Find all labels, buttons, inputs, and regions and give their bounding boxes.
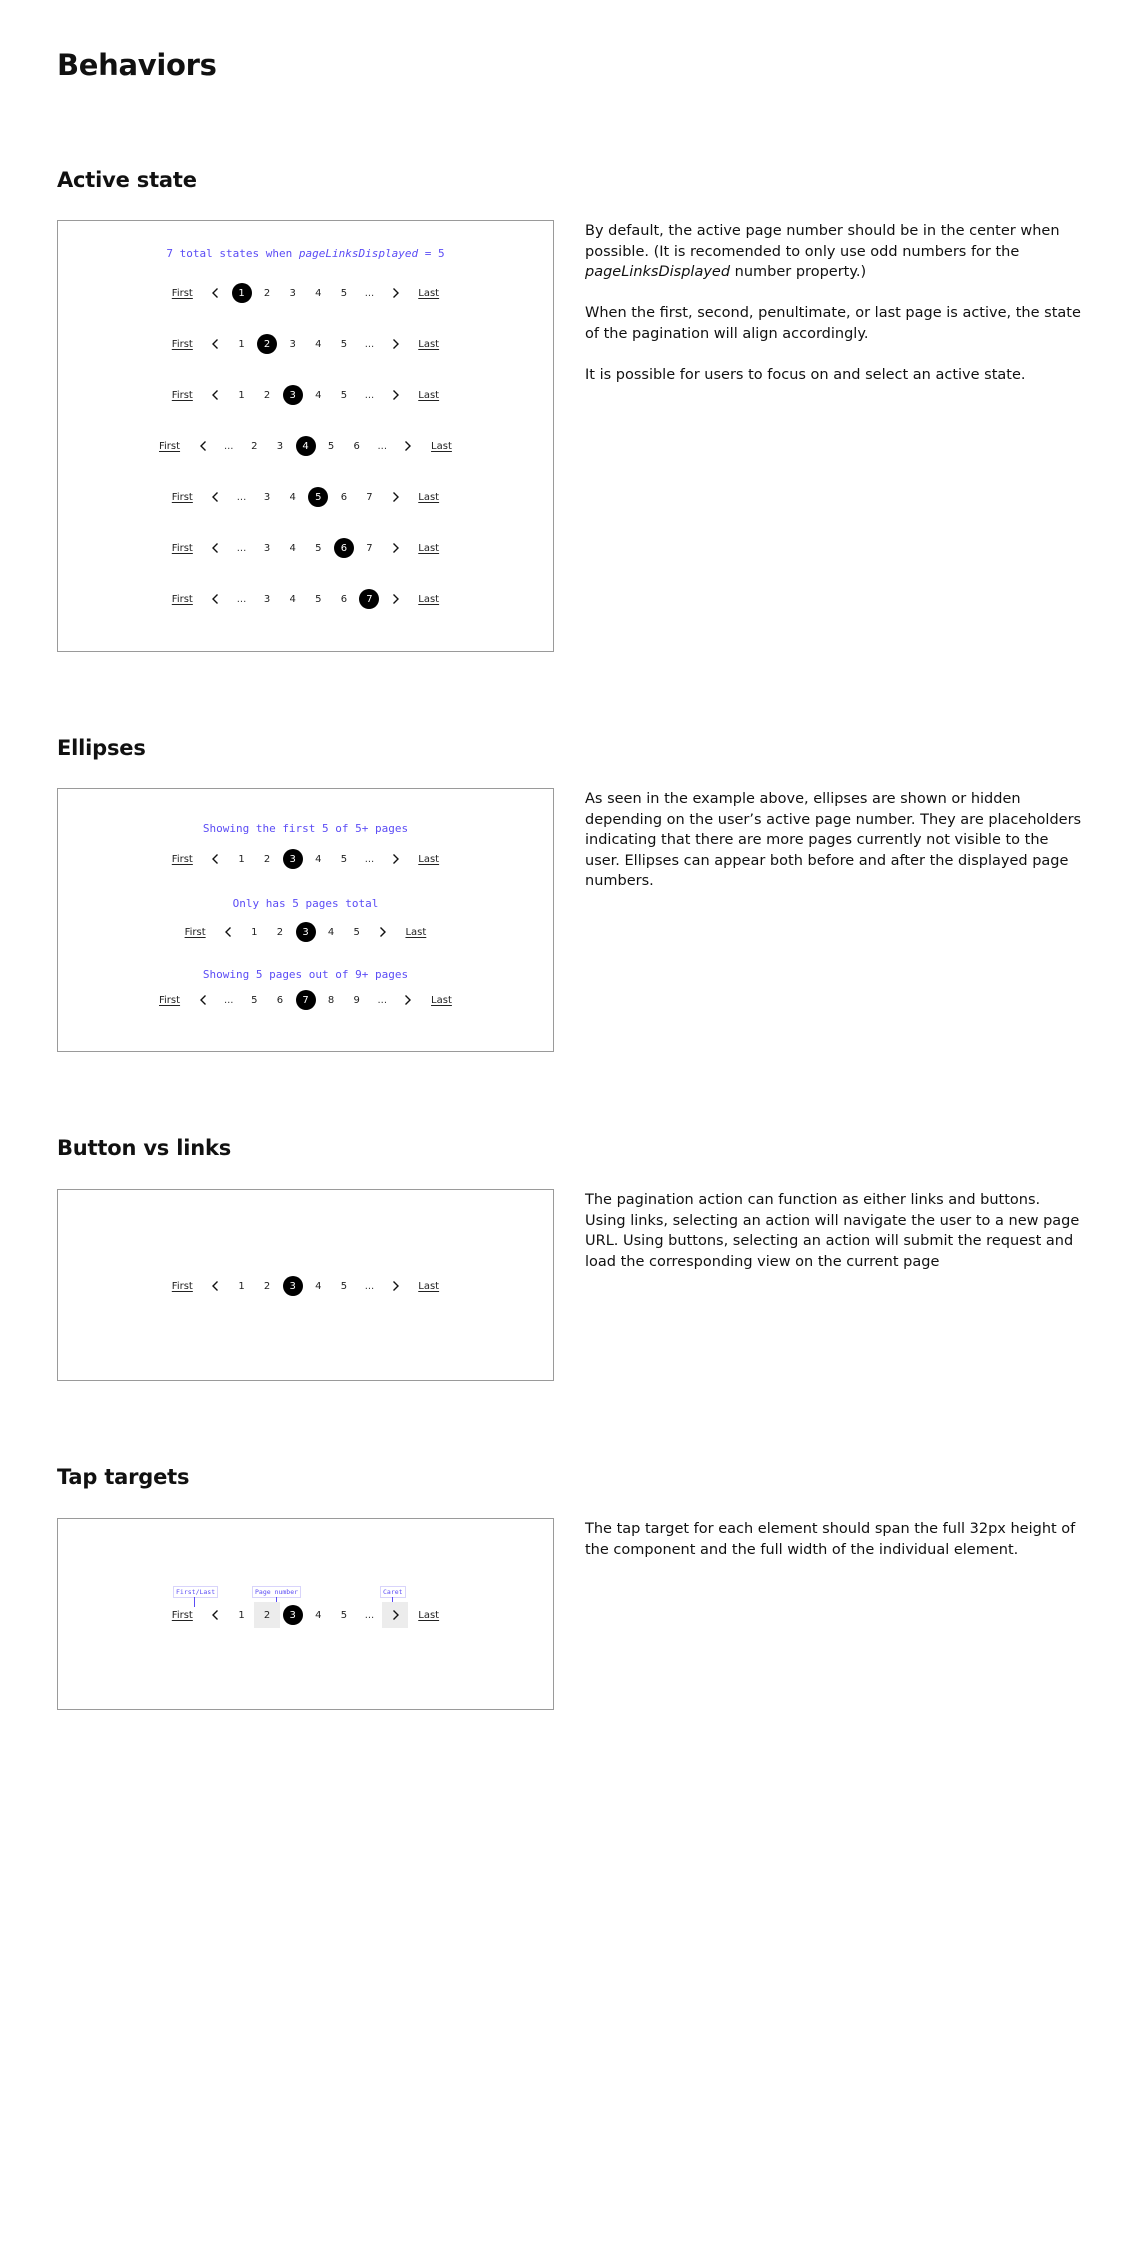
- chevron-right-icon[interactable]: [395, 433, 421, 459]
- active-page-indicator: 3: [283, 849, 303, 869]
- annotation-page-number: Page number: [252, 1586, 301, 1598]
- page-number[interactable]: 4: [315, 853, 322, 865]
- page-number[interactable]: 3: [289, 287, 296, 299]
- first-page-link[interactable]: [162, 382, 204, 408]
- page-number[interactable]: 3: [289, 338, 296, 350]
- ellipsis: ...: [223, 994, 234, 1006]
- ellipsis: ...: [364, 338, 375, 350]
- ellipsis: ...: [364, 1609, 375, 1621]
- last-label: Last: [418, 593, 440, 605]
- first-page-link[interactable]: [174, 919, 216, 945]
- last-page-link[interactable]: [421, 987, 463, 1013]
- button-vs-links-example-frame: [57, 1189, 554, 1381]
- last-page-link[interactable]: [421, 433, 463, 459]
- chevron-right-icon[interactable]: [382, 331, 408, 357]
- last-page-link[interactable]: [408, 846, 450, 872]
- pagination: [58, 1602, 553, 1628]
- first-page-link[interactable]: [162, 1602, 204, 1628]
- section-title-button-vs-links: Button vs links: [57, 1136, 232, 1160]
- chevron-right-icon[interactable]: [382, 382, 408, 408]
- page-number[interactable]: 5: [340, 853, 348, 865]
- last-page-link[interactable]: [408, 586, 450, 612]
- last-page-link[interactable]: [408, 535, 450, 561]
- chevron-left-icon[interactable]: [203, 535, 229, 561]
- last-page-link[interactable]: [408, 1602, 450, 1628]
- last-label: Last: [418, 1280, 440, 1292]
- page-number[interactable]: 5: [315, 593, 322, 605]
- page-number-active[interactable]: [280, 846, 306, 872]
- page-number[interactable]: 1: [251, 926, 258, 938]
- active-page-indicator: 3: [283, 1605, 303, 1625]
- page-number-active[interactable]: [293, 987, 319, 1013]
- first-label: First: [159, 994, 181, 1006]
- first-label: First: [159, 440, 181, 452]
- page-number[interactable]: 4: [289, 542, 296, 554]
- ellipsis: ...: [236, 593, 247, 605]
- ellipses-description: As seen in the example above, ellipses are shown or hidden depending on the user’s active page number. They are placeholders indicating that there are more pages currently not visible to the user. Ellipses can appear both before and after the displayed page numbers.: [585, 791, 1082, 889]
- page-number[interactable]: 4: [315, 1280, 322, 1292]
- first-label: First: [171, 338, 193, 350]
- first-label: First: [171, 542, 193, 554]
- page-number[interactable]: 3: [263, 593, 271, 605]
- pagination: [58, 919, 553, 945]
- chevron-right-icon[interactable]: [382, 846, 408, 872]
- page-number[interactable]: 1: [238, 853, 245, 865]
- page-number[interactable]: 4: [315, 1609, 322, 1621]
- chevron-left-icon[interactable]: [203, 280, 229, 306]
- ellipsis: ...: [236, 491, 247, 503]
- page-number[interactable]: 4: [315, 389, 322, 401]
- page-number-active[interactable]: [280, 1273, 306, 1299]
- ellipses-caption: Showing 5 pages out of 9+ pages: [202, 968, 409, 981]
- section-title-ellipses: Ellipses: [57, 736, 146, 760]
- chevron-left-icon[interactable]: [203, 484, 229, 510]
- first-label: First: [171, 593, 193, 605]
- page-number[interactable]: 7: [366, 542, 373, 554]
- page-number[interactable]: 6: [276, 994, 284, 1006]
- ellipsis: ...: [377, 440, 388, 452]
- active-page-indicator: 1: [232, 283, 252, 303]
- page-number[interactable]: 2: [263, 389, 271, 401]
- last-label: Last: [418, 389, 440, 401]
- page-number-active[interactable]: [357, 586, 383, 612]
- page-number[interactable]: 5: [353, 926, 360, 938]
- page-number[interactable]: 4: [289, 491, 296, 503]
- chevron-right-icon[interactable]: [395, 987, 421, 1013]
- active-page-indicator: 6: [334, 538, 354, 558]
- active-state-caption: 7 total states when pageLinksDisplayed = 5: [166, 247, 445, 260]
- chevron-right-icon[interactable]: [382, 280, 408, 306]
- page-number-active[interactable]: [293, 433, 319, 459]
- active-page-indicator: 5: [308, 487, 328, 507]
- last-label: Last: [418, 1609, 440, 1621]
- last-label: Last: [431, 440, 452, 452]
- ellipsis: ...: [364, 389, 375, 401]
- first-label: First: [184, 926, 206, 938]
- page-number[interactable]: 9: [353, 994, 360, 1006]
- page-title: Behaviors: [57, 48, 217, 82]
- first-page-link[interactable]: [149, 433, 191, 459]
- chevron-right-icon[interactable]: [382, 535, 408, 561]
- chevron-left-icon[interactable]: [203, 382, 229, 408]
- active-page-indicator: 7: [296, 990, 316, 1010]
- chevron-right-icon[interactable]: [382, 1602, 408, 1628]
- active-page-indicator: 4: [296, 436, 316, 456]
- page-number[interactable]: 6: [340, 593, 348, 605]
- pagination: [58, 846, 553, 872]
- tap-targets-example-frame: [57, 1518, 554, 1710]
- page-number-active[interactable]: [331, 535, 357, 561]
- page-number[interactable]: 6: [340, 491, 348, 503]
- ellipses-caption: Showing the first 5 of 5+ pages: [202, 822, 409, 835]
- active-page-indicator: 3: [296, 922, 316, 942]
- section-title-tap-targets: Tap targets: [57, 1465, 190, 1489]
- pagination: [58, 331, 553, 357]
- first-label: First: [171, 1280, 193, 1292]
- last-label: Last: [418, 853, 440, 865]
- pagination: [58, 987, 553, 1013]
- pagination: [58, 1273, 553, 1299]
- page-number-active[interactable]: [306, 484, 332, 510]
- last-label: Last: [418, 338, 440, 350]
- page-number[interactable]: 5: [340, 1280, 348, 1292]
- page-number[interactable]: 1: [238, 338, 245, 350]
- page-number[interactable]: 2: [254, 1602, 280, 1628]
- first-page-link[interactable]: [162, 280, 204, 306]
- last-page-link[interactable]: [408, 280, 450, 306]
- chevron-right-icon[interactable]: [382, 586, 408, 612]
- page-number[interactable]: 1: [238, 1280, 245, 1292]
- ellipsis: ...: [364, 1280, 375, 1292]
- page-number[interactable]: 5: [315, 542, 322, 554]
- ellipsis: ...: [223, 440, 234, 452]
- pagination: [58, 586, 553, 612]
- page-number[interactable]: 4: [327, 926, 335, 938]
- page-number[interactable]: 1: [238, 1609, 245, 1621]
- pagination: [58, 535, 553, 561]
- pagination: [58, 484, 553, 510]
- page-number[interactable]: 5: [327, 440, 335, 452]
- active-page-indicator: 2: [257, 334, 277, 354]
- last-label: Last: [418, 491, 440, 503]
- first-label: First: [171, 853, 193, 865]
- section-title-active-state: Active state: [57, 168, 197, 192]
- pagination: [58, 433, 553, 459]
- annotation-first-last: First/Last: [173, 1586, 218, 1598]
- chevron-left-icon[interactable]: [203, 331, 229, 357]
- page-number-active[interactable]: [280, 382, 306, 408]
- chevron-right-icon[interactable]: [382, 484, 408, 510]
- page-number[interactable]: 3: [276, 440, 284, 452]
- page-number[interactable]: 2: [263, 853, 271, 865]
- chevron-left-icon[interactable]: [203, 586, 229, 612]
- first-page-link[interactable]: [162, 535, 204, 561]
- page-number[interactable]: 2: [276, 926, 284, 938]
- active-page-indicator: 3: [283, 1276, 303, 1296]
- page-number[interactable]: 1: [238, 389, 245, 401]
- ellipsis: ...: [236, 542, 247, 554]
- ellipsis: ...: [364, 853, 375, 865]
- page-number-active[interactable]: [254, 331, 280, 357]
- first-page-link[interactable]: [162, 1273, 204, 1299]
- last-label: Last: [418, 287, 440, 299]
- chevron-left-icon[interactable]: [190, 433, 216, 459]
- first-label: First: [171, 287, 193, 299]
- page-number[interactable]: 6: [353, 440, 360, 452]
- page-number[interactable]: 5: [251, 994, 258, 1006]
- last-page-link[interactable]: [408, 484, 450, 510]
- page-number[interactable]: 5: [340, 287, 348, 299]
- last-page-link[interactable]: [395, 919, 437, 945]
- page-number[interactable]: 3: [263, 542, 271, 554]
- page-number[interactable]: 4: [315, 287, 322, 299]
- page-number[interactable]: 2: [251, 440, 258, 452]
- last-page-link[interactable]: [408, 1273, 450, 1299]
- first-label: First: [171, 389, 193, 401]
- page-number[interactable]: 2: [263, 1280, 271, 1292]
- active-state-description: By default, the active page number should be in the center when possible. (It is recomended to only use odd numbers for the pageLinksDisplayed number property.) When the first, second, penultimate, or last page is active, the state of the pagination will align accordingly. It is possible for users to focus on and select an active state.: [585, 223, 1081, 383]
- ellipses-example-frame: [57, 788, 554, 1052]
- first-page-link[interactable]: [162, 846, 204, 872]
- page-number[interactable]: 4: [315, 338, 322, 350]
- first-page-link[interactable]: [162, 331, 204, 357]
- page-number[interactable]: 5: [340, 338, 348, 350]
- active-state-example-frame: [57, 220, 554, 652]
- last-label: Last: [418, 542, 440, 554]
- chevron-left-icon[interactable]: [203, 1273, 229, 1299]
- last-label: Last: [405, 926, 427, 938]
- active-page-indicator: 3: [283, 385, 303, 405]
- first-page-link[interactable]: [149, 987, 191, 1013]
- chevron-left-icon[interactable]: [216, 919, 242, 945]
- annotation-caret: Caret: [380, 1586, 406, 1598]
- page-number-active[interactable]: [293, 919, 319, 945]
- last-page-link[interactable]: [408, 331, 450, 357]
- page-number[interactable]: 4: [289, 593, 296, 605]
- chevron-right-icon[interactable]: [369, 919, 395, 945]
- tap-targets-description: The tap target for each element should span the full 32px height of the component and the full width of the individual element.: [585, 1521, 1076, 1558]
- last-label: Last: [431, 994, 452, 1006]
- page-number[interactable]: 5: [340, 389, 348, 401]
- first-label: First: [171, 491, 193, 503]
- pagination: [58, 382, 553, 408]
- pagination: [58, 280, 553, 306]
- page-number-active[interactable]: [280, 1602, 306, 1628]
- first-page-link[interactable]: [162, 484, 204, 510]
- chevron-left-icon[interactable]: [190, 987, 216, 1013]
- first-page-link[interactable]: [162, 586, 204, 612]
- chevron-left-icon[interactable]: [203, 846, 229, 872]
- page-number[interactable]: 8: [327, 994, 335, 1006]
- active-page-indicator: 7: [359, 589, 379, 609]
- ellipsis: ...: [364, 287, 375, 299]
- page-number-active[interactable]: [229, 280, 255, 306]
- button-vs-links-description: The pagination action can function as either links and buttons. Using links, selecting an action will navigate the user to a new page URL. Using buttons, selecting an action will submit the request and load the corresponding view on the current page: [585, 1192, 1080, 1270]
- page-number[interactable]: 3: [263, 491, 271, 503]
- page-number[interactable]: 2: [263, 287, 271, 299]
- page-number[interactable]: 5: [340, 1609, 348, 1621]
- ellipsis: ...: [377, 994, 388, 1006]
- last-page-link[interactable]: [408, 382, 450, 408]
- chevron-right-icon[interactable]: [382, 1273, 408, 1299]
- chevron-left-icon[interactable]: [203, 1602, 229, 1628]
- ellipses-caption: Only has 5 pages total: [232, 897, 379, 910]
- page-number[interactable]: 7: [366, 491, 373, 503]
- first-label: First: [171, 1609, 193, 1621]
